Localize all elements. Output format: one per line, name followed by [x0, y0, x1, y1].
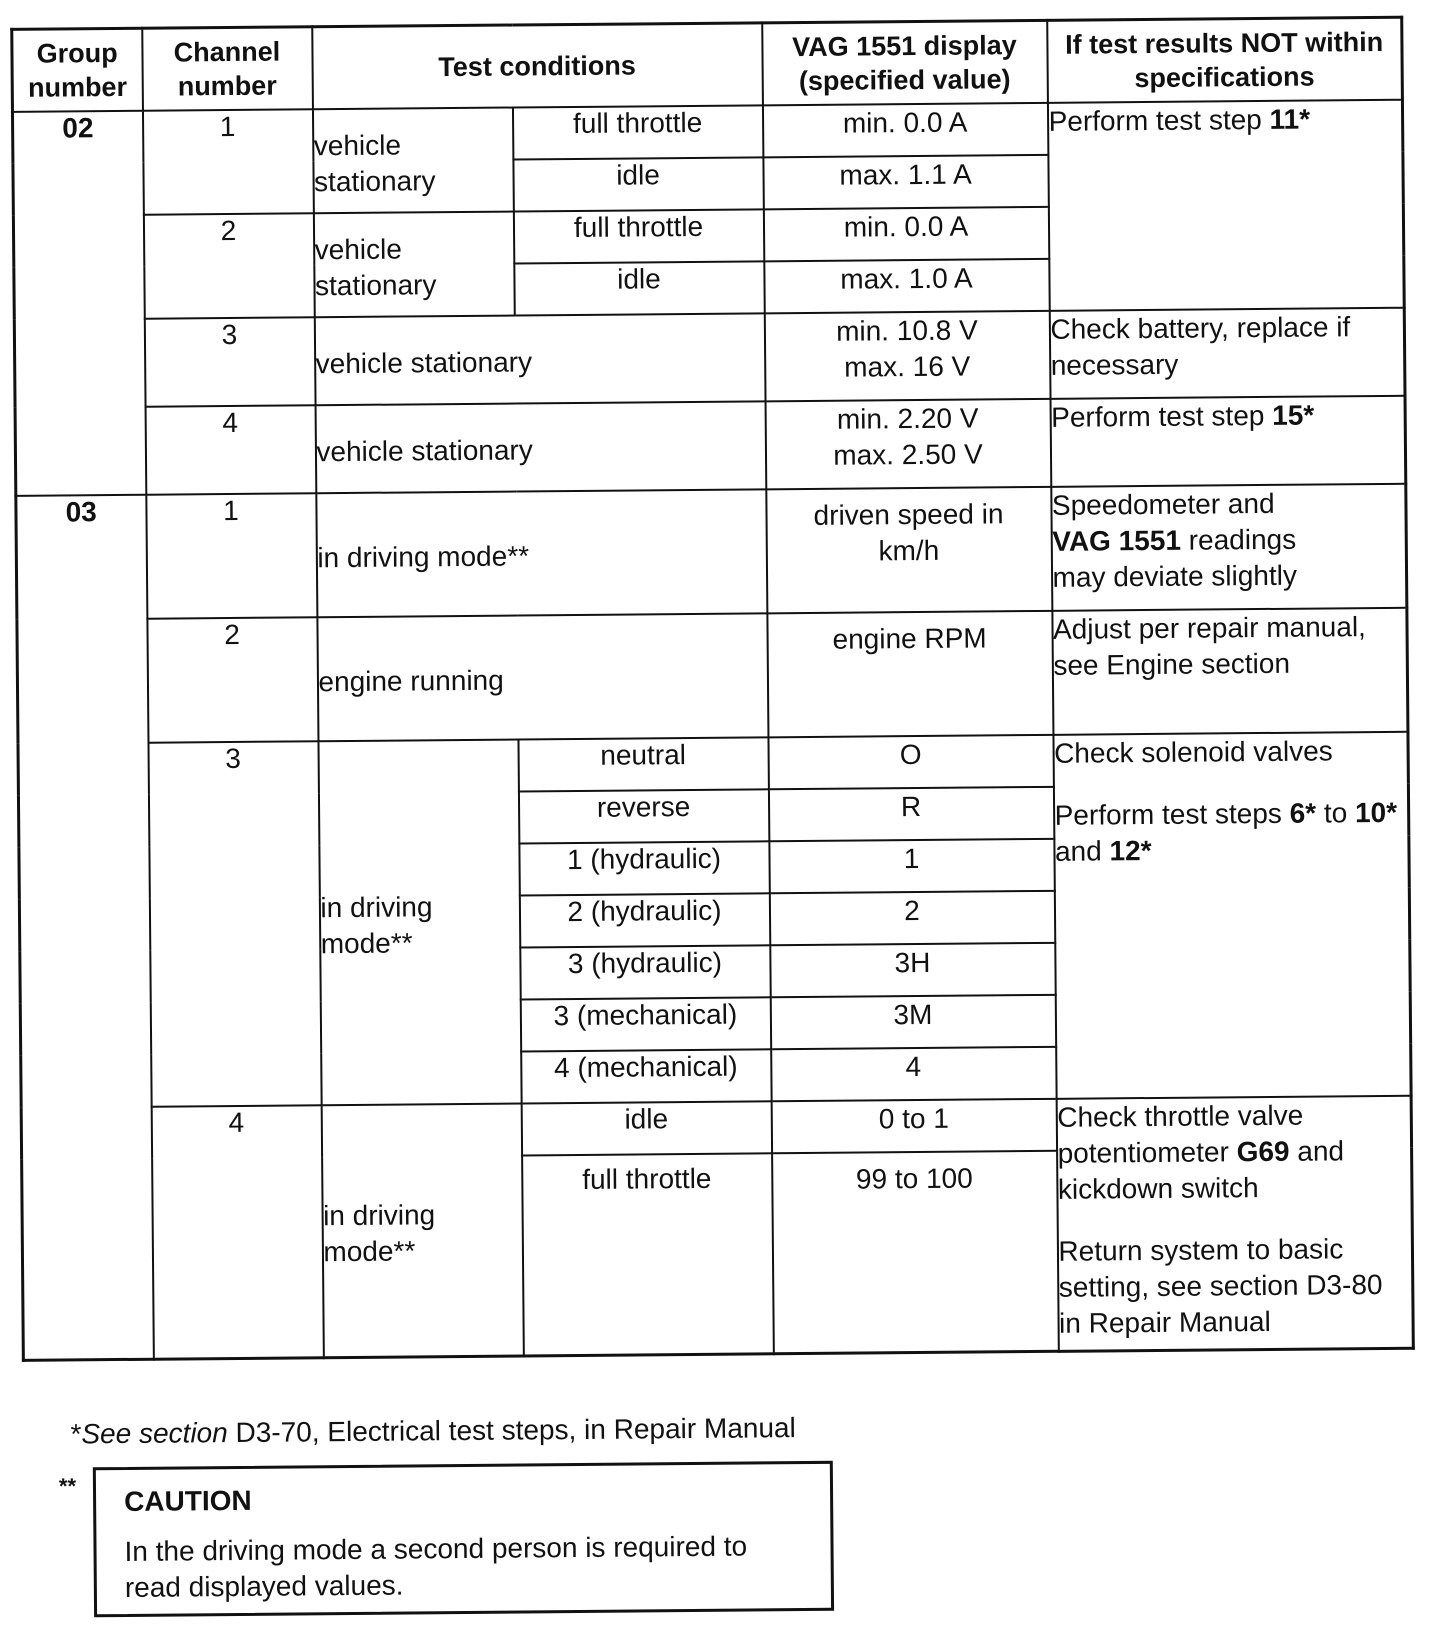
step-reference: 12* — [1109, 834, 1152, 867]
table-row — [18, 732, 1408, 796]
step-reference: 15* — [1272, 399, 1315, 431]
specified-value: 99 to 100 — [772, 1151, 1059, 1353]
sub-condition: 4 (mechanical) — [521, 1049, 771, 1103]
specified-value — [765, 399, 1051, 489]
test-condition: vehicle stationary — [314, 313, 765, 405]
specified-value: 4 — [771, 1047, 1056, 1101]
action-line — [1057, 1097, 1410, 1208]
specified-value: 3H — [770, 943, 1055, 997]
action-note: Adjust per repair manual, see Engine section — [1052, 608, 1408, 735]
header-display: VAG 1551 display (specified value) — [762, 20, 1048, 105]
spec-table — [10, 16, 1415, 1362]
action-text: to — [1323, 797, 1348, 829]
action-note — [1047, 100, 1404, 311]
test-condition: vehicle stationary — [315, 401, 766, 493]
specified-value: min. 0.0 A — [762, 103, 1047, 157]
sub-condition: idle — [521, 1101, 771, 1155]
action-line: Return system to basic setting, see section D3-80 in Repair Manual — [1058, 1233, 1383, 1339]
sub-condition: 2 (hydraulic) — [519, 893, 769, 947]
header-action: If test results NOT within specifications — [1047, 17, 1403, 103]
action-note — [1051, 484, 1407, 611]
specified-value: max. 1.1 A — [763, 155, 1048, 209]
group-number: 03 — [16, 495, 154, 1360]
caution-title: CAUTION — [123, 1484, 252, 1517]
step-reference: 10* — [1354, 796, 1398, 829]
specified-value: engine RPM — [767, 611, 1053, 737]
table-row — [12, 100, 1402, 164]
test-condition: in driving mode** — [316, 489, 767, 617]
sub-condition: full throttle — [512, 105, 762, 159]
action-line: Speedometer and — [1051, 487, 1275, 521]
sub-condition: full throttle — [513, 209, 763, 263]
test-condition: in driving mode** — [318, 740, 521, 1106]
channel-number: 2 — [143, 213, 314, 318]
action-note: Check battery, replace if necessary — [1049, 308, 1405, 399]
header-channel: Channel number — [142, 27, 313, 111]
action-line — [1055, 795, 1408, 870]
footnote-italic: See section — [81, 1417, 228, 1450]
caution-marker: ** — [58, 1473, 77, 1499]
specified-value: 3M — [770, 995, 1055, 1049]
value-max: max. 16 V — [844, 350, 971, 383]
table-row — [14, 308, 1405, 408]
footnote — [70, 1411, 796, 1451]
action-line: Check solenoid valves — [1053, 735, 1333, 769]
table-row — [16, 484, 1407, 620]
sub-condition: neutral — [518, 737, 768, 791]
specified-value: 1 — [769, 839, 1054, 893]
sub-condition: full throttle — [522, 1153, 774, 1355]
value-line: km/h — [878, 534, 940, 567]
action-text: and kickdown switch — [1057, 1135, 1345, 1205]
specified-value — [764, 311, 1050, 401]
value-min: min. 10.8 V — [835, 314, 978, 347]
value-min: min. 2.20 V — [836, 402, 979, 435]
group-number: 02 — [12, 111, 145, 496]
table-row — [21, 1096, 1411, 1160]
action-text: Perform test step — [1051, 399, 1265, 433]
test-condition: vehicle stationary — [312, 108, 513, 214]
table-row — [17, 608, 1408, 744]
sub-condition: 1 (hydraulic) — [519, 841, 769, 895]
sub-condition: 3 (hydraulic) — [520, 945, 770, 999]
channel-number: 3 — [148, 741, 321, 1106]
specified-value: min. 0.0 A — [763, 207, 1048, 261]
action-note — [1056, 1096, 1413, 1351]
specified-value: O — [768, 735, 1053, 789]
header-conditions: Test conditions — [312, 23, 763, 109]
action-note — [1053, 732, 1411, 1099]
test-condition: in driving mode** — [321, 1103, 523, 1357]
sub-condition: reverse — [518, 789, 768, 843]
action-text: Perform test steps — [1054, 797, 1282, 831]
test-condition: engine running — [317, 613, 768, 741]
channel-number: 1 — [146, 493, 317, 618]
component-code: G69 — [1236, 1135, 1290, 1168]
value-max: max. 2.50 V — [833, 438, 983, 471]
action-line — [1052, 521, 1405, 560]
specified-value: 2 — [769, 891, 1054, 945]
value-line: driven speed in — [813, 498, 1004, 531]
caution-box — [93, 1461, 834, 1617]
action-text: readings — [1188, 523, 1297, 556]
channel-number: 1 — [142, 109, 313, 214]
sub-condition: idle — [514, 261, 764, 315]
footnote-text: D3-70, Electrical test steps, in Repair Manual — [235, 1412, 796, 1448]
sub-condition: 3 (mechanical) — [520, 997, 770, 1051]
channel-number: 3 — [144, 317, 315, 406]
action-text: Perform test step — [1048, 103, 1262, 137]
test-condition: vehicle stationary — [313, 212, 514, 318]
header-row — [12, 17, 1403, 112]
channel-number: 4 — [151, 1105, 323, 1358]
specified-value: R — [768, 787, 1053, 841]
action-line: may deviate slightly — [1052, 559, 1298, 593]
channel-number: 2 — [147, 617, 318, 742]
sub-condition: idle — [513, 157, 763, 211]
channel-number: 4 — [145, 405, 316, 494]
header-group: Group number — [12, 28, 143, 112]
step-reference: 6* — [1289, 797, 1317, 829]
footnote-mark: * — [70, 1418, 82, 1450]
action-text: and — [1054, 835, 1102, 867]
specified-value: max. 1.0 A — [764, 259, 1049, 313]
tester-name: VAG 1551 — [1052, 524, 1182, 557]
specified-value: 0 to 1 — [771, 1099, 1056, 1153]
specified-value — [766, 487, 1052, 613]
caution-text: In the driving mode a second person is required to read displayed values. — [124, 1530, 748, 1603]
action-note — [1050, 396, 1406, 487]
step-reference: 11* — [1269, 103, 1311, 135]
table-row — [15, 396, 1406, 496]
action-text: Check throttle valve potentiometer — [1057, 1099, 1304, 1169]
